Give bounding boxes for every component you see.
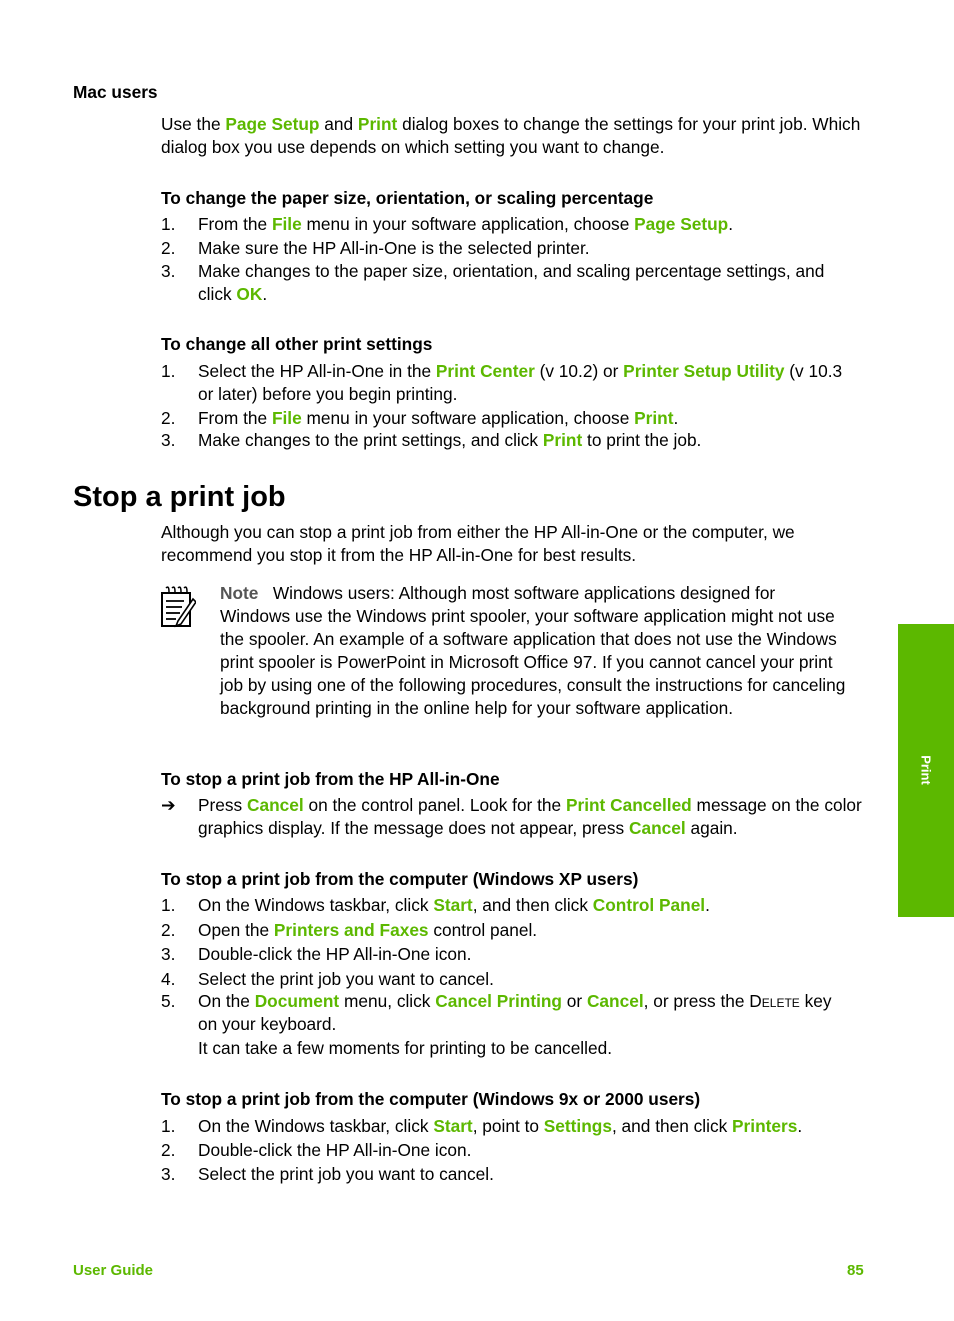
list-item: Open the Printers and Faxes control panel. — [198, 920, 538, 940]
ui-term: Settings — [543, 1116, 612, 1136]
chapter-side-tab — [898, 624, 954, 917]
ui-term: Start — [433, 895, 473, 915]
mac-intro-paragraph: Use the Page Setup and Print dialog boxes to change the settings for your print job. Which dialog box you use depends on which setting you want to change. — [161, 114, 861, 157]
list-item: Select the HP All-in-One in the Print Center (v 10.2) or Printer Setup Utility (v 10.3 or later) before you begin printing. — [198, 361, 843, 404]
stop-intro-paragraph: Although you can stop a print job from either the HP All-in-One or the computer, we recommend you stop it from the HP All-in-One for best results. — [161, 522, 795, 565]
list-number: 2. — [161, 238, 176, 258]
other-settings-heading: To change all other print settings — [161, 334, 433, 354]
list-item: On the Windows taskbar, click Start, and then click Control Panel. — [198, 895, 710, 915]
list-item: Make changes to the paper size, orientation, and scaling percentage settings, and click OK. — [198, 261, 825, 304]
ui-term: Print — [357, 114, 398, 134]
footer-guide-title: User Guide — [73, 1262, 154, 1279]
list-item: From the File menu in your software application, choose Page Setup. — [198, 214, 734, 234]
ui-term: Start — [433, 1116, 473, 1136]
note-text: Windows users: Although most software applications designed for Windows use the Windows print spooler, your software application might not use the spooler. An example of a software application that does not use the Windows print spooler is PowerPoint in Microsoft Office 97. If you cannot cancel your print job by using one of the following procedures, consult the instructions for canceling background printing in the online help for your software application. — [220, 583, 846, 718]
list-number: 2. — [161, 920, 176, 940]
ui-term: Page Setup — [225, 114, 320, 134]
list-item: Double-click the HP All-in-One icon. — [198, 1140, 472, 1160]
list-item: Select the print job you want to cancel. — [198, 1164, 494, 1184]
ui-term: Print — [634, 408, 674, 428]
ui-term: Page Setup — [634, 214, 729, 234]
list-number: 1. — [161, 895, 176, 915]
key-name: Delete — [749, 991, 800, 1011]
note-icon — [160, 585, 196, 629]
list-number: 3. — [161, 430, 176, 450]
ui-term: Cancel Printing — [435, 991, 562, 1011]
ui-term: Cancel — [586, 991, 644, 1011]
ui-term: Printers — [732, 1116, 798, 1136]
list-item: On the Windows taskbar, click Start, point to Settings, and then click Printers. — [198, 1116, 803, 1136]
list-item: Make changes to the print settings, and click Print to print the job. — [198, 430, 702, 450]
ui-term: File — [271, 214, 302, 234]
page-title: Stop a print job — [73, 481, 286, 513]
list-number: 1. — [161, 214, 176, 234]
ui-term: Printer Setup Utility — [623, 361, 785, 381]
ui-term: Cancel — [246, 795, 304, 815]
w9x-procedure-heading: To stop a print job from the computer (Windows 9x or 2000 users) — [161, 1089, 701, 1109]
section-heading-mac-users: Mac users — [73, 82, 158, 102]
note-label: Note — [220, 583, 259, 603]
ui-term: OK — [236, 284, 263, 304]
list-number: 1. — [161, 1116, 176, 1136]
ui-term: Printers and Faxes — [273, 920, 429, 940]
ui-term: Print — [542, 430, 583, 450]
list-item: Select the print job you want to cancel. — [198, 969, 494, 989]
list-number: 3. — [161, 261, 176, 281]
xp-procedure-heading: To stop a print job from the computer (Windows XP users) — [161, 869, 639, 889]
device-step: Press Cancel on the control panel. Look for the Print Cancelled message on the color graphics display. If the message does not appear, press Cancel again. — [198, 795, 862, 838]
list-number: 3. — [161, 1164, 176, 1184]
list-item: Make sure the HP All-in-One is the selected printer. — [198, 238, 590, 258]
ui-term: File — [271, 408, 302, 428]
list-number: 5. — [161, 991, 176, 1011]
ui-term: Cancel — [629, 818, 686, 838]
list-number: 2. — [161, 408, 176, 428]
chapter-tab-label: Print — [918, 755, 934, 785]
list-number: 2. — [161, 1140, 176, 1160]
list-number: 4. — [161, 969, 176, 989]
device-procedure-heading: To stop a print job from the HP All-in-One — [161, 769, 500, 789]
list-item: Double-click the HP All-in-One icon. — [198, 944, 472, 964]
note-box — [220, 582, 850, 720]
ui-term: Document — [254, 991, 340, 1011]
list-item: On the Document menu, click Cancel Printing or Cancel, or press the Delete key on your keyboard. — [198, 991, 832, 1034]
xp-followup-text: It can take a few moments for printing to be cancelled. — [198, 1038, 613, 1058]
ui-term: Print Center — [435, 361, 535, 381]
page-number: 85 — [847, 1262, 864, 1279]
list-number: 1. — [161, 361, 176, 381]
ui-term: Control Panel — [592, 895, 706, 915]
list-item: From the File menu in your software application, choose Print. — [198, 408, 679, 428]
list-number: 3. — [161, 944, 176, 964]
paper-procedure-heading: To change the paper size, orientation, or scaling percentage — [161, 188, 654, 208]
ui-term: Print Cancelled — [565, 795, 692, 815]
arrow-icon: ➔ — [161, 795, 176, 815]
